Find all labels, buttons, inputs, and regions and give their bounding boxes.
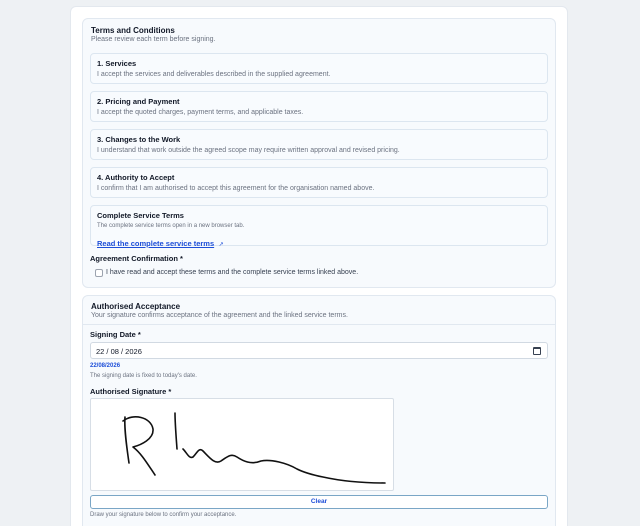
signature-pad[interactable] xyxy=(90,398,394,491)
signing-date-helper: The signing date is fixed to today's date. xyxy=(90,373,197,379)
signing-date-input[interactable] xyxy=(90,342,548,359)
complete-terms-box xyxy=(90,205,548,246)
term-text: I confirm that I am authorised to accept this agreement for the organisation named above. xyxy=(97,185,375,192)
accept-terms-checkbox[interactable] xyxy=(95,269,103,277)
complete-terms-link[interactable]: Read the complete service terms xyxy=(97,239,215,248)
signature-drawing xyxy=(91,399,395,492)
terms-subtitle: Please review each term before signing. xyxy=(91,36,216,43)
term-title: 4. Authority to Accept xyxy=(97,173,175,182)
acceptance-title: Authorised Acceptance xyxy=(91,302,181,311)
term-text: I understand that work outside the agreed scope may require written approval and revised pricing. xyxy=(97,147,400,154)
term-title: 1. Services xyxy=(97,59,137,68)
signing-date-label: Signing Date * xyxy=(90,330,141,339)
term-title: 2. Pricing and Payment xyxy=(97,97,180,106)
term-item-changes xyxy=(90,129,548,160)
complete-terms-title: Complete Service Terms xyxy=(97,211,184,220)
terms-title: Terms and Conditions xyxy=(91,26,175,35)
external-link-icon: ↗ xyxy=(218,242,224,248)
term-item-services xyxy=(90,53,548,84)
term-title: 3. Changes to the Work xyxy=(97,135,181,144)
term-item-authority xyxy=(90,167,548,198)
acceptance-subtitle: Your signature confirms acceptance of the agreement and the linked service terms. xyxy=(91,312,348,319)
section-divider xyxy=(83,324,555,325)
calendar-icon[interactable] xyxy=(533,347,541,355)
signing-date-echo: 22/08/2026 xyxy=(90,363,121,369)
term-text: I accept the services and deliverables described in the supplied agreement. xyxy=(97,71,331,78)
signature-helper: Draw your signature below to confirm your acceptance. xyxy=(90,512,237,518)
clear-signature-button[interactable]: Clear xyxy=(90,495,548,509)
complete-terms-note: The complete service terms open in a new browser tab. xyxy=(97,223,245,229)
agreement-confirmation-label: Agreement Confirmation * xyxy=(90,254,183,263)
term-item-pricing xyxy=(90,91,548,122)
accept-terms-label[interactable]: I have read and accept these terms and the complete service terms linked above. xyxy=(106,269,359,276)
signing-date-value: 22 / 08 / 2026 xyxy=(96,347,142,356)
signature-label: Authorised Signature * xyxy=(90,387,172,396)
term-text: I accept the quoted charges, payment terms, and applicable taxes. xyxy=(97,109,304,116)
complete-terms-link-row xyxy=(97,233,224,251)
